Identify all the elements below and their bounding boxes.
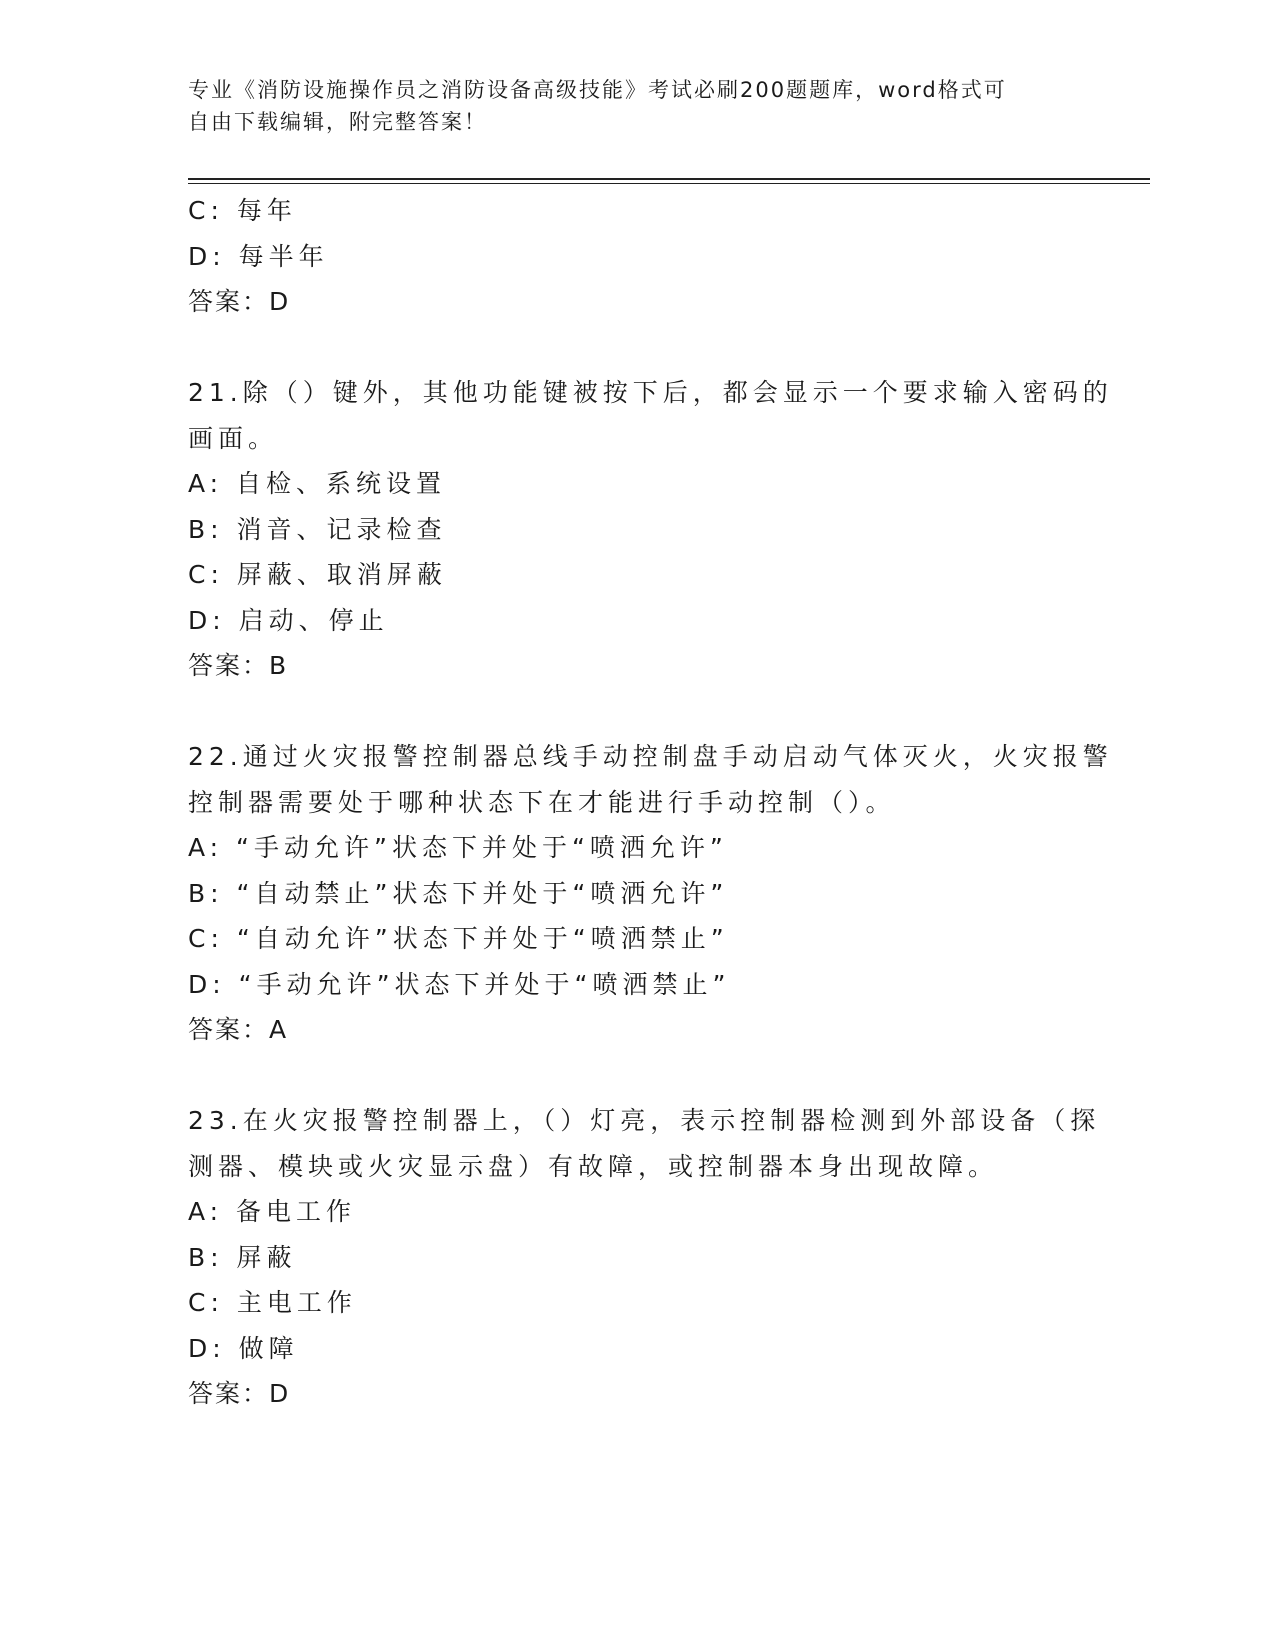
option-b: [188, 507, 1088, 553]
question-21: [188, 370, 1113, 689]
option-c: [188, 916, 1088, 962]
answer-line: 答案：D: [188, 287, 291, 316]
question-stem-line-2: 测器、模块或火灾显示盘）有故障，或控制器本身出现故障。: [188, 1151, 999, 1181]
answer-line: 答案：A: [188, 1015, 289, 1044]
option-b: [188, 871, 1088, 917]
header-line-1: 专业《消防设施操作员之消防设备高级技能》考试必刷200题题库，word格式可: [188, 78, 1007, 102]
question-23: [188, 1098, 1101, 1417]
option-text: 主电工作: [236, 1288, 357, 1317]
option-b: [188, 1235, 1088, 1281]
option-text: “自动禁止”状态下并处于“喷洒允许”: [236, 878, 729, 908]
option-key: B:: [188, 514, 224, 544]
option-text: “手动允许”状态下并处于“喷洒禁止”: [238, 969, 731, 999]
option-key: A:: [188, 1197, 224, 1226]
question-22: [188, 734, 1113, 1053]
option-key: D:: [188, 605, 226, 635]
option-a: [188, 461, 1088, 507]
header-line-2: 自由下载编辑，附完整答案！: [188, 110, 487, 134]
document-body: [188, 188, 1113, 1417]
option-text: 做障: [238, 1333, 299, 1363]
question-stem-line-1: 21.除（）键外，其他功能键被按下后，都会显示一个要求输入密码的: [188, 378, 1113, 407]
answer-line: 答案：B: [188, 651, 289, 680]
header-rule-thick: [188, 178, 1150, 180]
question-stem-line-2: 控制器需要处于哪种状态下在才能进行手动控制（）。: [188, 787, 896, 817]
option-a: [188, 1189, 1088, 1235]
option-text: 每年: [236, 196, 297, 225]
answer-line: 答案：D: [188, 1379, 291, 1408]
option-text: 自检、系统设置: [236, 469, 447, 498]
spacer: [188, 325, 1088, 371]
option-key: C:: [188, 196, 224, 225]
question-stem-line-2: 画面。: [188, 423, 279, 453]
option-text: 屏蔽、取消屏蔽: [236, 560, 447, 589]
option-text: 消音、记录检查: [236, 514, 447, 544]
spacer: [188, 1053, 1088, 1099]
option-key: B:: [188, 1242, 224, 1272]
option-text: 每半年: [238, 241, 329, 271]
option-d: [188, 962, 1088, 1008]
option-key: B:: [188, 878, 224, 908]
option-c: [188, 188, 1088, 234]
option-key: D:: [188, 1333, 226, 1363]
question-stem-line-1: 22.通过火灾报警控制器总线手动控制盘手动启动气体灭火，火灾报警: [188, 742, 1113, 771]
question-stem-line-1: 23.在火灾报警控制器上，（）灯亮，表示控制器检测到外部设备（探: [188, 1106, 1101, 1135]
question-block-continued: [188, 188, 1088, 325]
option-d: [188, 598, 1088, 644]
option-key: D:: [188, 969, 226, 999]
option-key: C:: [188, 924, 224, 953]
option-text: “自动允许”状态下并处于“喷洒禁止”: [236, 924, 729, 953]
option-key: D:: [188, 241, 226, 271]
option-key: C:: [188, 1288, 224, 1317]
option-text: 备电工作: [236, 1197, 357, 1226]
spacer: [188, 689, 1088, 735]
option-text: “手动允许”状态下并处于“喷洒允许”: [236, 833, 728, 862]
option-c: [188, 1280, 1088, 1326]
document-header: [188, 74, 1068, 138]
option-text: 屏蔽: [236, 1242, 297, 1272]
option-d: [188, 1326, 1088, 1372]
option-d: [188, 234, 1088, 280]
option-key: A:: [188, 469, 224, 498]
option-key: C:: [188, 560, 224, 589]
option-key: A:: [188, 833, 224, 862]
option-text: 启动、停止: [238, 605, 389, 635]
option-a: [188, 825, 1088, 871]
header-rule-thin: [188, 183, 1150, 184]
option-c: [188, 552, 1088, 598]
